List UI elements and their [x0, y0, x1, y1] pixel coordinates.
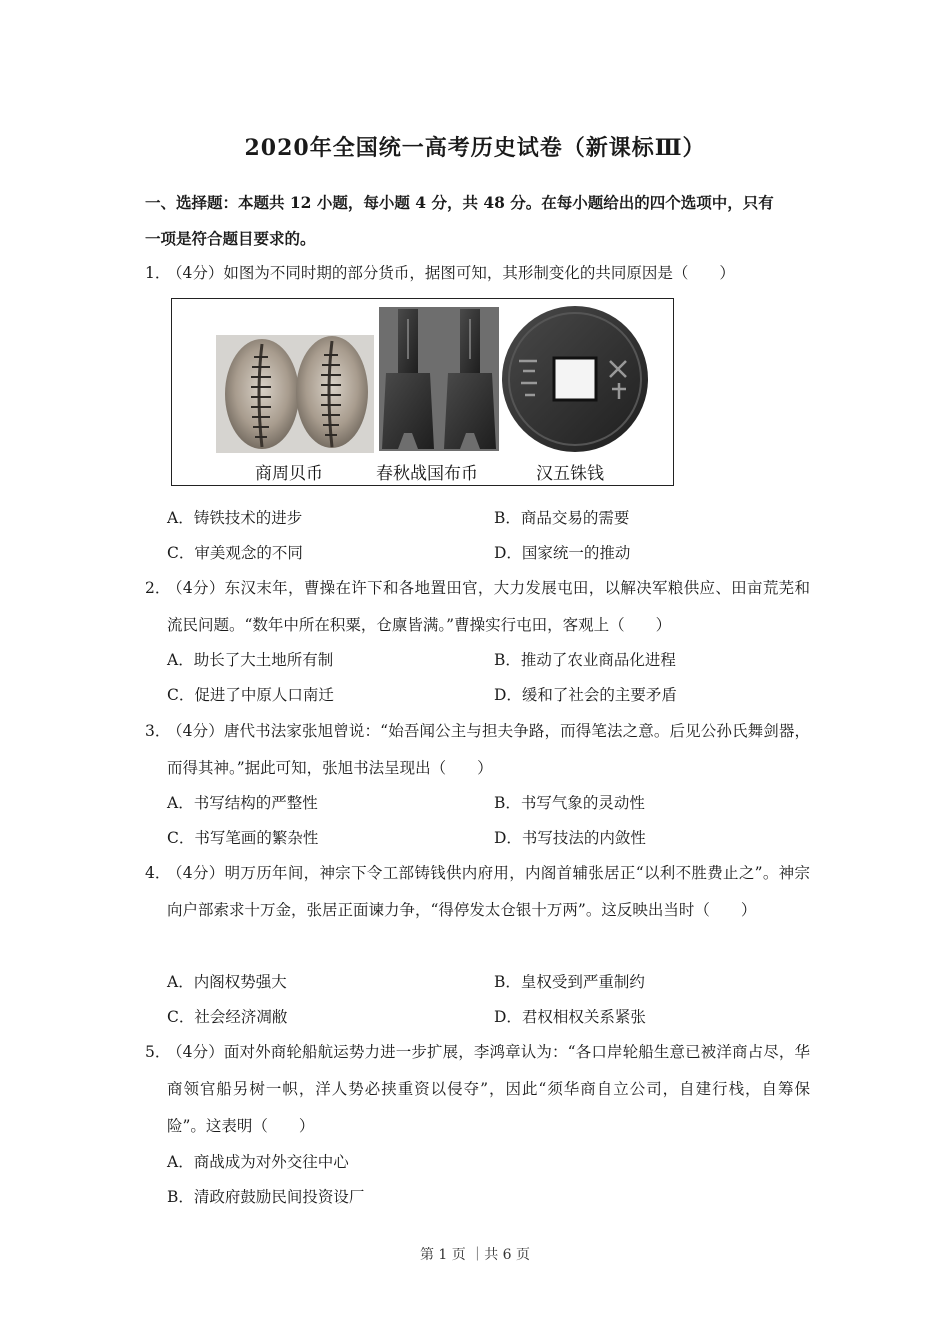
question-text: （4分）东汉末年，曹操在许下和各地置田官，大力发展屯田，以解决军粮供应、田亩荒芜和流民问题。“数年中所在积粟，仓廪皆满。”曹操实行屯田，客观上（ ） — [167, 579, 810, 634]
question-4-option-b[interactable]: B．皇权受到严重制约 — [494, 973, 645, 991]
exam-title: 2020年全国统一高考历史试卷（新课标Ⅲ） — [244, 135, 706, 161]
question-number: 5． — [145, 1043, 171, 1061]
section-instructions-line1: 一、选择题：本题共 12 小题，每小题 4 分，共 48 分。在每小题给出的四个选项中，只有 — [145, 193, 774, 212]
question-1-option-a[interactable]: A．铸铁技术的进步 — [167, 509, 303, 527]
question-number: 3． — [145, 722, 171, 740]
question-2-option-c[interactable]: C．促进了中原人口南迁 — [167, 686, 334, 704]
question-1 — [145, 255, 810, 292]
shell-coin-right — [296, 336, 368, 448]
question-1-option-c[interactable]: C．审美观念的不同 — [167, 544, 303, 562]
question-4-option-c[interactable]: C．社会经济凋敝 — [167, 1008, 288, 1026]
question-5 — [145, 1034, 810, 1145]
question-2-option-b[interactable]: B．推动了农业商品化进程 — [494, 651, 676, 669]
question-3 — [145, 713, 810, 787]
question-3-option-a[interactable]: A．书写结构的严整性 — [167, 794, 318, 812]
question-4-option-d[interactable]: D．君权相权关系紧张 — [494, 1008, 646, 1026]
question-3-option-d[interactable]: D．书写技法的内敛性 — [494, 829, 646, 847]
figure-label-shell: 商周贝币 — [255, 464, 323, 484]
question-3-option-b[interactable]: B．书写气象的灵动性 — [494, 794, 645, 812]
currency-figure — [171, 298, 674, 486]
section-instructions-line2: 一项是符合题目要求的。 — [145, 229, 316, 248]
figure-label-spade: 春秋战国布币 — [376, 464, 478, 484]
shell-coin-left — [225, 339, 299, 449]
question-2-option-a[interactable]: A．助长了大土地所有制 — [167, 651, 334, 669]
currency-illustration — [172, 299, 673, 485]
question-number: 4． — [145, 864, 171, 882]
question-text: （4分）如图为不同时期的部分货币，据图可知，其形制变化的共同原因是（ ） — [167, 264, 735, 282]
question-5-option-b[interactable]: B．清政府鼓励民间投资设厂 — [167, 1188, 365, 1206]
question-5-option-a[interactable]: A．商战成为对外交往中心 — [167, 1153, 349, 1171]
question-4 — [145, 855, 810, 929]
question-2 — [145, 570, 810, 644]
question-text: （4分）面对外商轮船航运势力进一步扩展，李鸿章认为：“各口岸轮船生意已被洋商占尽，华商领官船另树一帜，洋人势必挟重资以侵夺”，因此“须华商自立公司，自建行栈，自筹保险”。这表明（ ） — [167, 1043, 810, 1135]
question-text: （4分）明万历年间，神宗下令工部铸钱供内府用，内阁首辅张居正“以利不胜费止之”。神宗向户部索求十万金，张居正面谏力争，“得停发太仓银十万两”。这反映出当时（ ） — [167, 864, 810, 919]
figure-label-wuzhu: 汉五铢钱 — [536, 464, 604, 484]
page-footer: 第 1 页 ｜共 6 页 — [419, 1247, 531, 1263]
question-1-option-b[interactable]: B．商品交易的需要 — [494, 509, 630, 527]
question-number: 2． — [145, 579, 171, 597]
question-3-option-c[interactable]: C．书写笔画的繁杂性 — [167, 829, 319, 847]
question-2-option-d[interactable]: D．缓和了社会的主要矛盾 — [494, 686, 677, 704]
question-1-option-d[interactable]: D．国家统一的推动 — [494, 544, 631, 562]
question-number: 1． — [145, 264, 171, 282]
question-text: （4分）唐代书法家张旭曾说：“始吾闻公主与担夫争路，而得笔法之意。后见公孙氏舞剑器，而得其神。”据此可知，张旭书法呈现出（ ） — [167, 722, 810, 777]
question-4-option-a[interactable]: A．内阁权势强大 — [167, 973, 287, 991]
wuzhu-coin — [502, 306, 648, 452]
